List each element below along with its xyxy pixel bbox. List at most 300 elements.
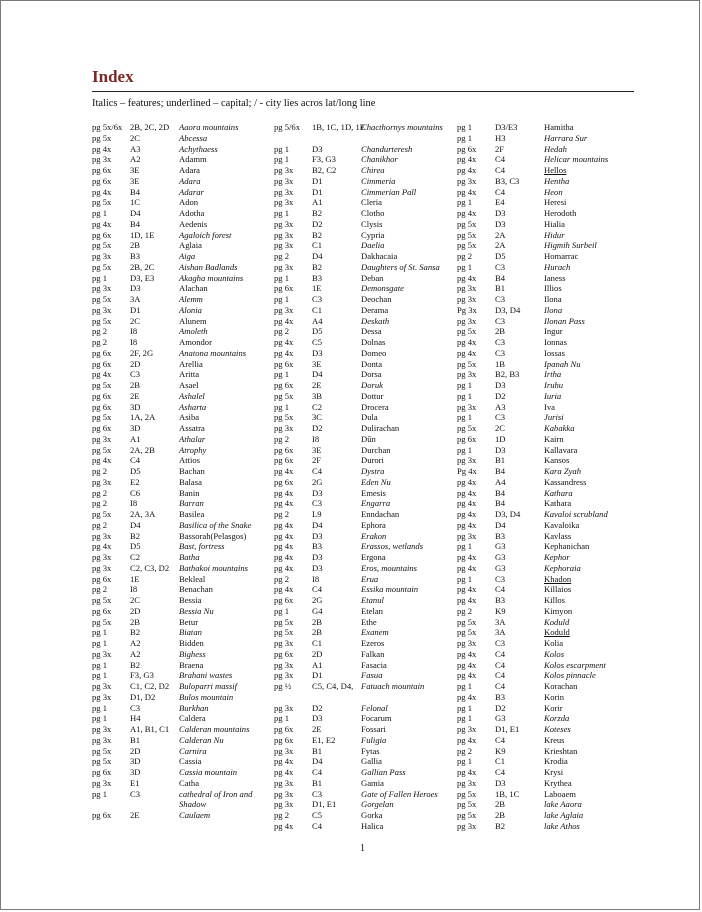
index-entry <box>274 423 454 434</box>
entry-page: pg 3x <box>457 777 477 788</box>
entry-page: pg 1 <box>457 380 473 390</box>
entry-name: Atrophy <box>179 444 207 455</box>
index-entry <box>457 187 637 198</box>
index-entry <box>274 208 454 219</box>
entry-grid-ref: D2 <box>312 702 323 713</box>
entry-grid-ref: 2C <box>130 315 141 326</box>
index-entry <box>92 746 272 757</box>
entry-grid-ref: 3B <box>312 390 323 401</box>
entry-grid-ref: 2B <box>312 627 323 638</box>
entry-name: Daughters of St. Sansa <box>361 261 440 272</box>
entry-grid-ref: D5 <box>495 251 506 261</box>
index-entry <box>457 617 637 628</box>
entry-page: pg 3x <box>457 401 477 412</box>
entry-grid-ref: D3 <box>312 530 323 541</box>
entry-name: Drocera <box>361 401 389 412</box>
entry-name: lake Aaora <box>544 799 582 810</box>
entry-page: pg 1 <box>457 444 473 455</box>
entry-grid-ref: A1 <box>130 433 141 444</box>
index-entry <box>274 670 454 681</box>
entry-name: Attios <box>179 455 201 466</box>
entry-page: pg 4x <box>457 584 477 595</box>
index-entry <box>457 724 637 735</box>
entry-name: Bathakoi mountains <box>179 562 248 573</box>
index-entry <box>457 391 637 402</box>
entry-name: Ashalel <box>179 390 205 401</box>
entry-page: pg 4x <box>274 519 294 530</box>
entry-name: Kallavara <box>544 444 578 455</box>
entry-grid-ref: C3 <box>495 638 506 648</box>
entry-name: Deochan <box>361 294 392 304</box>
entry-name: Kavaloi scrubland <box>544 509 608 519</box>
entry-page: pg 1 <box>274 272 290 283</box>
entry-name: Clysis <box>361 218 383 229</box>
index-entry <box>457 208 637 219</box>
entry-grid-ref: D4 <box>312 519 323 530</box>
index-entry <box>92 778 272 789</box>
entry-name: Hedah <box>544 143 567 154</box>
index-entry <box>457 251 637 262</box>
entry-page: pg 2 <box>457 251 473 261</box>
index-entry <box>457 735 637 746</box>
entry-page: pg ½ <box>274 681 292 691</box>
entry-page: pg 5x <box>457 788 477 799</box>
entry-page: pg 5x <box>274 412 294 423</box>
entry-page: pg 5x <box>457 810 477 820</box>
index-entry <box>274 552 454 563</box>
index-entry <box>92 122 272 133</box>
entry-grid-ref: B3, C3 <box>495 175 520 186</box>
index-entry <box>457 595 637 606</box>
entry-name: Kephor <box>544 552 570 562</box>
entry-page: pg 4x <box>457 519 477 530</box>
entry-page: pg 3x <box>274 229 294 240</box>
index-entry <box>92 681 272 692</box>
entry-grid-ref: C3 <box>495 315 506 326</box>
entry-name: Carnira <box>179 745 207 756</box>
entry-page: pg 2 <box>274 810 290 820</box>
entry-page: pg 6x <box>92 347 112 358</box>
entry-grid-ref: B2 <box>130 659 141 670</box>
entry-name: Helicar mountains <box>544 154 609 165</box>
index-entry <box>274 122 454 144</box>
entry-name: Deskath <box>361 315 390 326</box>
entry-page: pg 4x <box>92 186 112 197</box>
entry-page: pg 3x <box>457 283 477 294</box>
index-entry <box>92 670 272 681</box>
entry-name: Chirea <box>361 165 385 175</box>
entry-page: pg 1 <box>92 659 108 670</box>
entry-page: pg 4x <box>457 552 477 562</box>
index-entry <box>92 154 272 165</box>
entry-grid-ref: 2E <box>130 810 140 820</box>
index-entry <box>274 477 454 488</box>
entry-name: Arellia <box>179 358 203 369</box>
index-entry <box>457 380 637 391</box>
entry-name: Kairn <box>544 433 564 444</box>
index-entry <box>274 681 454 703</box>
entry-page: pg 4x <box>457 272 477 283</box>
entry-name: Ilona <box>544 294 562 304</box>
entry-grid-ref: D3 <box>495 380 506 390</box>
entry-page: pg 3x <box>92 251 112 261</box>
entry-grid-ref: L9 <box>312 509 322 519</box>
entry-grid-ref: D3, D4 <box>495 509 521 519</box>
entry-page: pg 3x <box>92 648 112 659</box>
entry-page: pg 6x <box>274 380 294 390</box>
entry-grid-ref: C4 <box>495 670 506 681</box>
entry-name: Kavlass <box>544 530 572 541</box>
entry-grid-ref: 2B <box>130 240 141 251</box>
entry-page: pg 1 <box>457 132 473 143</box>
entry-grid-ref: D2 <box>312 423 323 433</box>
entry-page: pg 3x <box>274 745 294 756</box>
index-entry <box>92 337 272 348</box>
index-entry <box>274 230 454 241</box>
entry-name: lake Athos <box>544 820 580 831</box>
index-entry <box>457 670 637 681</box>
entry-name: Anatona mountains <box>179 347 247 358</box>
entry-grid-ref: D2 <box>312 218 323 229</box>
entry-grid-ref: I8 <box>130 584 138 595</box>
entry-name: Cassia mountain <box>179 767 238 777</box>
entry-name: Bessia Nu <box>179 605 214 616</box>
entry-page: pg 5x <box>92 315 112 326</box>
entry-grid-ref: 1E <box>130 573 140 584</box>
entry-grid-ref: B4 <box>495 272 506 283</box>
entry-grid-ref: D3 <box>495 208 506 218</box>
entry-page: pg 4x <box>274 584 294 595</box>
entry-page: pg 2 <box>274 326 290 337</box>
index-entry <box>92 455 272 466</box>
entry-grid-ref: 1C <box>130 197 141 208</box>
entry-name: Aaora mountains <box>179 122 239 132</box>
entry-grid-ref: D3 <box>495 444 506 455</box>
index-entry <box>274 326 454 337</box>
entry-name: Assatra <box>179 423 205 433</box>
index-entry <box>274 176 454 187</box>
index-entry <box>274 746 454 757</box>
entry-page: pg 4x <box>92 541 112 552</box>
entry-grid-ref: D4 <box>130 519 141 530</box>
index-entry <box>274 520 454 531</box>
index-entry <box>92 574 272 585</box>
index-entry <box>274 498 454 509</box>
entry-name: Hidur <box>544 229 565 240</box>
entry-name: Dottur <box>361 390 384 401</box>
entry-name: Killaios <box>544 584 572 595</box>
entry-name: Herodoth <box>544 208 577 218</box>
index-entry <box>92 423 272 434</box>
index-entry <box>274 434 454 445</box>
entry-grid-ref: D5 <box>312 326 323 337</box>
entry-page: pg 6x <box>92 175 112 186</box>
index-entry <box>457 359 637 370</box>
entry-page: pg 4x <box>457 476 477 487</box>
entry-name: Ilona <box>544 304 563 315</box>
entry-grid-ref: 3A <box>495 627 506 638</box>
entry-name: Aglaia <box>179 240 202 251</box>
entry-page: pg 6x <box>92 165 112 175</box>
entry-page: pg 6x <box>274 595 294 605</box>
index-entry <box>92 498 272 509</box>
entry-name: Falkan <box>361 648 385 659</box>
entry-page: pg 4x <box>274 487 294 498</box>
entry-name: Basilica of the Snake <box>179 519 252 530</box>
entry-name: Korir <box>544 702 563 713</box>
entry-grid-ref: B1 <box>130 734 141 745</box>
index-entry <box>92 380 272 391</box>
index-entry <box>457 144 637 155</box>
entry-name: Illios <box>544 283 562 294</box>
entry-grid-ref: C3 <box>312 294 323 304</box>
entry-page: pg 3x <box>274 788 294 799</box>
entry-page: pg 3x <box>457 369 477 380</box>
entry-page: pg 3x <box>274 165 294 175</box>
index-entry <box>457 778 637 789</box>
index-entry <box>92 262 272 273</box>
entry-grid-ref: B1 <box>495 283 506 294</box>
index-entry <box>274 563 454 574</box>
entry-grid-ref: D1 <box>312 670 323 681</box>
entry-name: Fossari <box>361 724 386 734</box>
entry-name: Ipanah Nu <box>544 358 581 369</box>
index-entry <box>92 144 272 155</box>
index-entry <box>274 584 454 595</box>
entry-page: pg 1 <box>274 713 290 724</box>
entry-name: Basilea <box>179 509 205 519</box>
index-entry <box>457 584 637 595</box>
entry-page: pg 4x <box>92 143 112 154</box>
index-entry <box>457 746 637 757</box>
entry-grid-ref: D3 <box>312 487 323 498</box>
index-entry <box>92 563 272 574</box>
entry-name: Adara <box>179 175 201 186</box>
entry-grid-ref: C1, C2, D2 <box>130 681 170 691</box>
entry-grid-ref: C4 <box>312 584 323 595</box>
entry-grid-ref: B2, B3 <box>495 369 520 380</box>
entry-grid-ref: B3 <box>495 595 506 605</box>
index-entry <box>274 810 454 821</box>
entry-grid-ref: 3C <box>312 412 323 423</box>
entry-grid-ref: 2E <box>312 724 322 734</box>
entry-page: pg 4x <box>457 648 477 659</box>
entry-page: pg 6x <box>274 734 294 745</box>
index-entry <box>457 434 637 445</box>
entry-grid-ref: D2 <box>495 390 506 401</box>
entry-grid-ref: B1 <box>312 777 323 788</box>
entry-page: pg 1 <box>274 605 290 616</box>
entry-page: pg 4x <box>92 455 112 466</box>
entry-page: pg 2 <box>274 573 290 584</box>
entry-page: pg 4x <box>457 186 477 197</box>
entry-grid-ref: C3 <box>495 412 506 423</box>
entry-grid-ref: 2D <box>130 745 141 756</box>
entry-page: pg 6x <box>274 283 294 294</box>
entry-grid-ref: D1, E1 <box>495 724 520 734</box>
entry-page: pg 6x <box>457 433 477 444</box>
entry-grid-ref: 2F <box>312 455 322 466</box>
entry-name: Gorgelan <box>361 799 394 810</box>
index-entry <box>92 713 272 724</box>
entry-grid-ref: C4 <box>312 466 323 476</box>
index-entry <box>457 283 637 294</box>
entry-grid-ref: B3 <box>130 251 141 261</box>
entry-page: pg 4x <box>457 767 477 777</box>
entry-grid-ref: 2B, 2C, 2D <box>130 122 170 132</box>
entry-grid-ref: B2, C2 <box>312 165 337 175</box>
entry-page: pg 4x <box>457 487 477 498</box>
entry-grid-ref: C1 <box>312 304 323 315</box>
entry-name: Kassandress <box>544 476 587 487</box>
index-entry <box>92 273 272 284</box>
entry-name: Aritta <box>179 369 200 380</box>
index-entry <box>92 584 272 595</box>
entry-name: Akagha mountains <box>179 272 244 283</box>
index-entry <box>274 627 454 638</box>
entry-page: pg 1 <box>457 681 473 691</box>
index-entry <box>457 122 637 133</box>
entry-grid-ref: C3 <box>312 498 323 509</box>
entry-name: Laboaem <box>544 788 576 799</box>
entry-grid-ref: 2C <box>495 423 506 433</box>
entry-page: pg 3x <box>92 530 112 541</box>
entry-name: Hentha <box>544 175 570 186</box>
entry-page: pg 2 <box>457 745 473 756</box>
index-entry <box>457 176 637 187</box>
entry-grid-ref: E2 <box>130 476 140 487</box>
entry-grid-ref: 2B <box>495 810 506 820</box>
entry-page: pg 2 <box>92 584 108 595</box>
entry-page: Pg 4x <box>457 466 477 476</box>
entry-grid-ref: B4 <box>130 186 141 197</box>
entry-page: pg 1 <box>457 573 473 584</box>
index-entry <box>274 638 454 649</box>
index-entry <box>457 133 637 144</box>
entry-name: Kimyon <box>544 605 573 616</box>
entry-name: Dystra <box>361 466 385 476</box>
index-entry <box>457 541 637 552</box>
index-entry <box>92 531 272 542</box>
index-entry <box>92 369 272 380</box>
index-entry <box>92 240 272 251</box>
entry-grid-ref: C1 <box>312 240 323 251</box>
entry-name: Buloparri massif <box>179 681 238 691</box>
entry-grid-ref: C4 <box>495 648 506 659</box>
entry-page: pg 1 <box>92 627 108 638</box>
index-entry <box>92 316 272 327</box>
index-entry <box>457 638 637 649</box>
entry-page: pg 6x <box>274 444 294 455</box>
index-entry <box>457 821 637 832</box>
entry-name: Ionnas <box>544 337 567 347</box>
entry-grid-ref: 1E <box>312 283 322 294</box>
entry-name: Dula <box>361 412 378 423</box>
index-entry <box>274 724 454 735</box>
entry-name: Kephoraia <box>544 562 581 573</box>
entry-name: lake Aglaia <box>544 810 584 820</box>
entry-name: Killos <box>544 595 566 605</box>
index-entry <box>274 283 454 294</box>
entry-grid-ref: D3 <box>312 562 323 573</box>
entry-page: pg 5x <box>92 197 112 208</box>
index-entry <box>274 273 454 284</box>
entry-grid-ref: B2 <box>312 229 323 240</box>
entry-page: pg 3x <box>274 186 294 197</box>
index-entry <box>92 692 272 703</box>
entry-grid-ref: I8 <box>130 337 138 347</box>
entry-grid-ref: B2 <box>130 530 141 541</box>
entry-page: pg 3x <box>92 433 112 444</box>
entry-page: pg 6x <box>274 476 294 487</box>
entry-grid-ref: A3 <box>130 143 141 154</box>
entry-grid-ref: 1A, 2A <box>130 412 156 423</box>
index-entry <box>457 230 637 241</box>
entry-page: pg 4x <box>274 530 294 541</box>
entry-name: Erua <box>361 573 379 584</box>
entry-grid-ref: A1, B1, C1 <box>130 724 170 734</box>
index-legend: Italics – features; underlined – capital; / - city lies acros lat/long line <box>92 98 376 109</box>
entry-name: Gate of Fallen Heroes <box>361 788 438 799</box>
index-entry <box>92 176 272 187</box>
entry-name: Hialia <box>544 218 565 229</box>
entry-name: Halica <box>361 820 384 831</box>
entry-page: pg 1 <box>457 702 473 713</box>
entry-page: pg 5x <box>92 261 112 272</box>
entry-page: pg 4x <box>457 498 477 509</box>
index-entry <box>92 133 272 144</box>
index-entry <box>274 799 454 810</box>
index-entry <box>457 692 637 703</box>
entry-grid-ref: G4 <box>312 605 323 616</box>
entry-page: pg 4x <box>274 541 294 552</box>
entry-name: Etanul <box>361 595 384 605</box>
entry-page: pg 3x <box>457 315 477 326</box>
entry-grid-ref: D3 <box>495 777 506 788</box>
entry-grid-ref: G3 <box>495 713 506 724</box>
entry-page: pg 1 <box>457 713 473 724</box>
entry-page: pg 1 <box>457 390 473 401</box>
entry-page: pg 5x <box>92 595 112 605</box>
entry-grid-ref: B4 <box>130 218 141 229</box>
entry-page: pg 5x <box>92 240 112 251</box>
entry-grid-ref: D5 <box>130 466 141 476</box>
entry-page: pg 5x <box>274 616 294 627</box>
entry-name: Barran <box>179 498 204 509</box>
entry-grid-ref: D4 <box>312 369 323 380</box>
entry-grid-ref: C4 <box>495 734 506 745</box>
entry-page: pg 6x <box>274 724 294 734</box>
entry-grid-ref: 2A <box>495 240 506 251</box>
entry-grid-ref: 2F, 2G <box>130 347 154 358</box>
entry-grid-ref: C4 <box>495 165 506 175</box>
index-entry <box>457 154 637 165</box>
index-entry <box>274 380 454 391</box>
entry-grid-ref: A1 <box>312 197 323 208</box>
entry-name: Dolnas <box>361 337 386 347</box>
entry-name: Bighess <box>179 648 206 659</box>
entry-page: pg 2 <box>274 509 290 519</box>
entry-name: Benachan <box>179 584 213 595</box>
entry-grid-ref: C4 <box>495 584 506 595</box>
entry-page: pg 1 <box>92 208 108 218</box>
entry-page: pg 3x <box>457 638 477 648</box>
entry-name: Adon <box>179 197 199 208</box>
entry-name: Batha <box>179 552 200 562</box>
index-entry <box>274 778 454 789</box>
entry-page: pg 4x <box>457 659 477 670</box>
entry-grid-ref: C3 <box>495 347 506 358</box>
